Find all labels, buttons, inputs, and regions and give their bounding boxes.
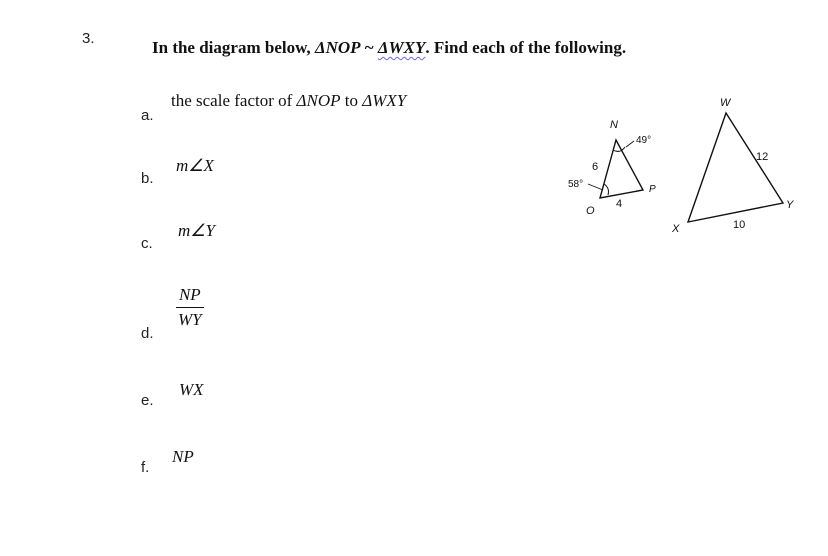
angle-o-label: 58° bbox=[568, 179, 584, 190]
side-no-label: 6 bbox=[592, 161, 599, 173]
part-a-prefix: the scale factor of bbox=[171, 91, 297, 110]
pointer-line-o bbox=[588, 184, 603, 190]
part-f-expression: NP bbox=[172, 447, 194, 466]
part-e-letter: e. bbox=[141, 392, 154, 409]
vertex-x-label: X bbox=[672, 223, 680, 235]
part-b-expression: m∠X bbox=[176, 156, 214, 175]
part-e-expression: WX bbox=[179, 380, 204, 399]
title-similar: ~ bbox=[360, 38, 378, 57]
part-a-letter: a. bbox=[141, 107, 154, 124]
triangle-wxy bbox=[688, 113, 783, 222]
problem-number: 3. bbox=[82, 30, 95, 47]
vertex-n-label: N bbox=[610, 119, 618, 131]
vertex-w-label: W bbox=[720, 97, 731, 109]
angle-arc-o bbox=[604, 184, 609, 195]
title-triangle-2: ΔWXY bbox=[377, 38, 426, 57]
pointer-line-n bbox=[626, 141, 634, 147]
side-wy-label: 12 bbox=[756, 151, 769, 163]
title-suffix: . Find each of the following. bbox=[425, 38, 627, 57]
part-a-mid: to bbox=[340, 91, 363, 110]
title-triangle-1: ΔNOP bbox=[314, 38, 361, 57]
vertex-y-label: Y bbox=[786, 199, 794, 211]
vertex-o-label: O bbox=[586, 205, 595, 217]
part-c-letter: c. bbox=[141, 235, 153, 252]
side-op-label: 4 bbox=[616, 198, 623, 210]
title-prefix: In the diagram below, bbox=[152, 38, 315, 57]
triangle-nop bbox=[600, 140, 643, 198]
vertex-p-label: P bbox=[649, 184, 656, 195]
part-d-letter: d. bbox=[141, 325, 154, 342]
part-a-tri1: ΔNOP bbox=[296, 91, 341, 110]
angle-arc-n bbox=[613, 147, 625, 151]
part-f-letter: f. bbox=[141, 459, 150, 476]
part-d-numerator: NP bbox=[178, 285, 201, 304]
side-xy-label: 10 bbox=[733, 219, 746, 231]
part-a-tri2: ΔWXY bbox=[362, 91, 407, 110]
part-c-expression: m∠Y bbox=[178, 221, 215, 240]
part-d-denominator: WY bbox=[178, 310, 202, 329]
part-b-letter: b. bbox=[141, 170, 154, 187]
angle-n-label: 49° bbox=[636, 135, 652, 146]
